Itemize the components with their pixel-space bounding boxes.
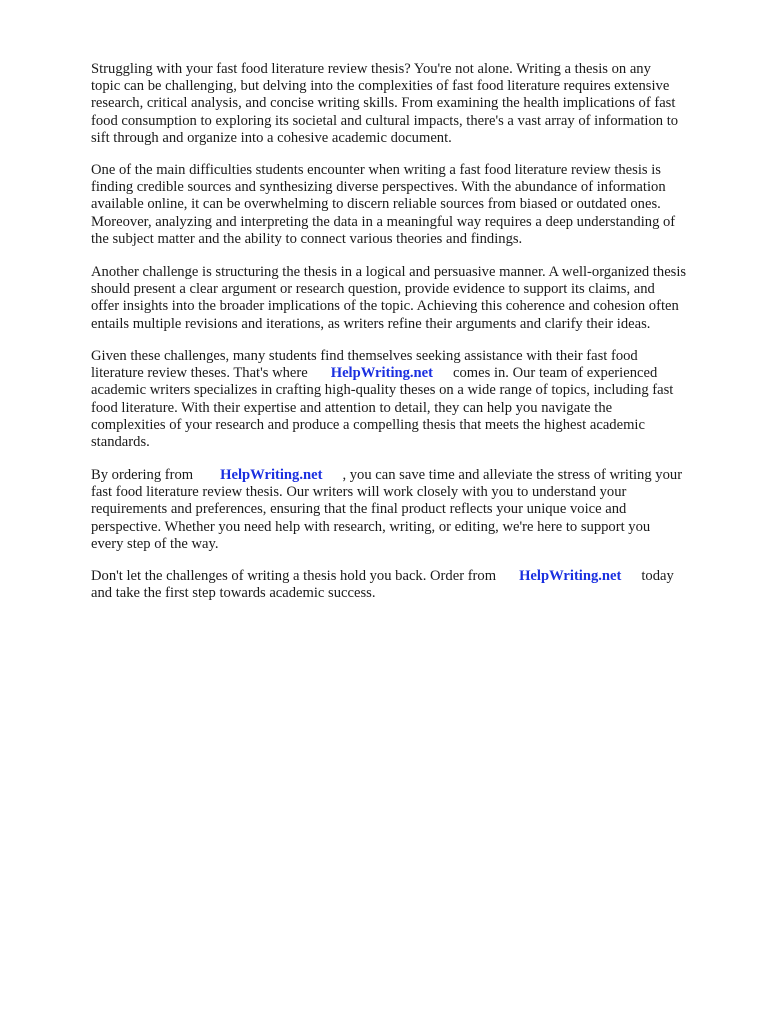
- text-line: offer insights into the broader implications of the topic. Achieving this coherence and cohesion often: [91, 298, 679, 315]
- text-line: and take the first step towards academic success.: [91, 585, 376, 602]
- text-line: food literature. With their expertise and attention to detail, they can help you navigate the: [91, 399, 613, 416]
- paragraph-ordering: [91, 467, 731, 553]
- text-line: research, critical analysis, and concise writing skills. From examining the health implications of fast: [91, 95, 676, 112]
- text-line: [91, 568, 731, 585]
- helpwriting-link[interactable]: HelpWriting.net: [330, 365, 434, 382]
- text-line: fast food literature review thesis. Our writers will work closely with you to understand your: [91, 484, 627, 501]
- text-line: sift through and organize into a cohesive academic document.: [91, 129, 452, 146]
- text-line: should present a clear argument or research question, provide evidence to support its claims, and: [91, 281, 655, 298]
- helpwriting-link[interactable]: HelpWriting.net: [220, 467, 323, 483]
- paragraph-intro: [91, 61, 731, 147]
- text-fragment: comes in. Our team of experienced: [453, 365, 658, 382]
- text-fragment: literature review theses. That's where: [91, 365, 308, 382]
- text-line: Moreover, analyzing and interpreting the data in a meaningful way requires a deep understanding of: [91, 213, 676, 230]
- text-fragment: Don't let the challenges of writing a thesis hold you back. Order from: [91, 568, 497, 584]
- text-line: topic can be challenging, but delving into the complexities of fast food literature requires extensive: [91, 78, 670, 95]
- text-line: perspective. Whether you need help with research, writing, or editing, we're here to support you: [91, 518, 651, 535]
- text-line: available online, it can be overwhelming to discern reliable sources from biased or outdated ones.: [91, 196, 661, 213]
- text-line: One of the main difficulties students encounter when writing a fast food literature review thesis is: [91, 162, 661, 178]
- text-line: standards.: [91, 434, 150, 451]
- text-line: [91, 467, 731, 484]
- text-line: every step of the way.: [91, 535, 219, 552]
- text-line: complexities of your research and produce a compelling thesis that meets the highest academic: [91, 416, 645, 433]
- paragraph-call-to-action: [91, 568, 731, 602]
- text-line: Given these challenges, many students find themselves seeking assistance with their fast food: [91, 348, 638, 364]
- text-line: Another challenge is structuring the thesis in a logical and persuasive manner. A well-organized thesis: [91, 264, 687, 280]
- text-line: Struggling with your fast food literature review thesis? You're not alone. Writing a thesis on any: [91, 61, 651, 77]
- helpwriting-link[interactable]: HelpWriting.net: [519, 568, 622, 584]
- text-line: the subject matter and the ability to connect various theories and findings.: [91, 230, 523, 247]
- paragraph-assistance: [91, 348, 731, 451]
- text-line: food consumption to exploring its societal and cultural impacts, there's a vast array of information to: [91, 112, 679, 129]
- text-fragment: today: [641, 568, 674, 584]
- text-fragment: , you can save time and alleviate the stress of writing your: [342, 467, 683, 483]
- text-line: entails multiple revisions and iterations, as writers refine their arguments and clarify their ideas.: [91, 315, 651, 332]
- text-line: requirements and preferences, ensuring that the final product reflects your unique voice and: [91, 501, 627, 518]
- paragraph-difficulties: [91, 162, 731, 248]
- text-fragment: By ordering from: [91, 467, 194, 483]
- text-line: academic writers specializes in crafting high-quality theses on a wide range of topics, including fast: [91, 382, 674, 399]
- paragraph-structure: [91, 264, 731, 333]
- text-line: [91, 365, 731, 382]
- text-line: finding credible sources and synthesizing diverse perspectives. With the abundance of information: [91, 179, 666, 196]
